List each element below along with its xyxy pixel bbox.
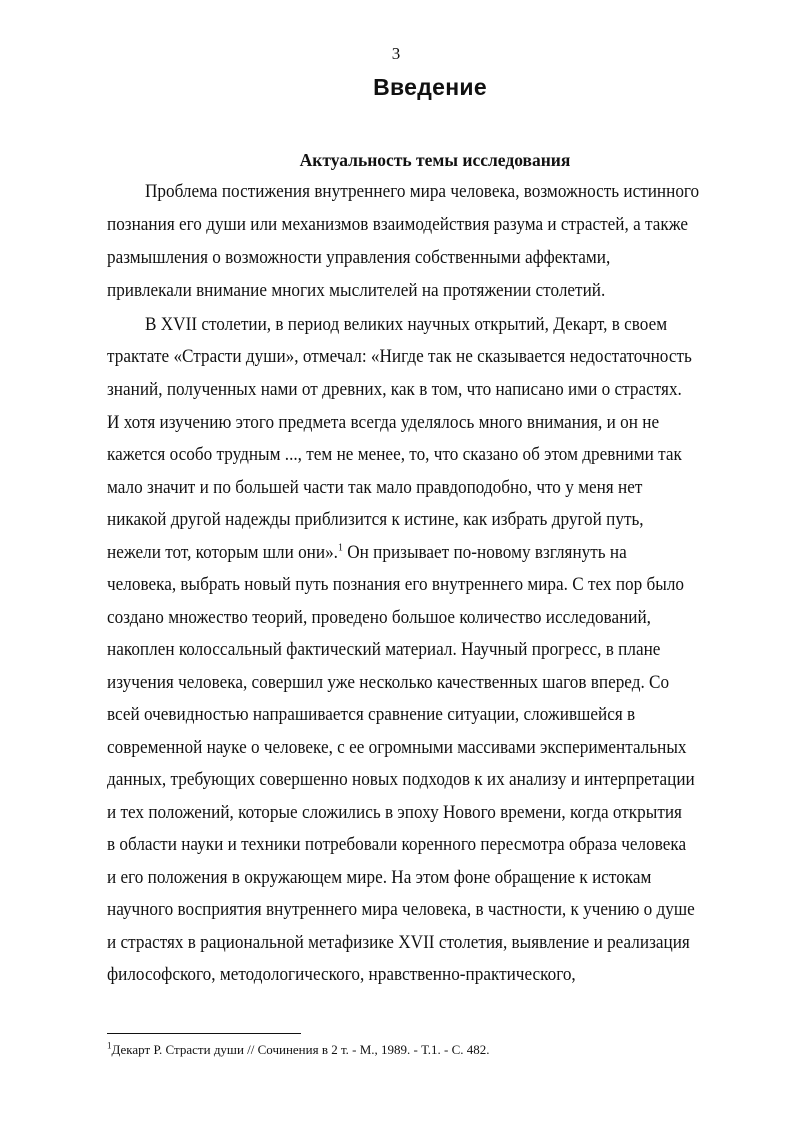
text-line [107,672,669,694]
text-line [107,280,605,302]
line-text: создано множество теорий, проведено большое количество исследований, [107,607,651,628]
line-text: данных, требующих совершенно новых подходов к их анализу и интерпретации [107,769,695,790]
line-text: привлекали внимание многих мыслителей на протяжении столетий. [107,280,606,301]
line-text: всей очевидностью напрашивается сравнение ситуации, сложившейся в [107,704,636,725]
line-text: современной науке о человеке, с ее огромными массивами экспериментальных [107,737,687,758]
footnote-text: Декарт Р. Страсти души // Сочинения в 2 т. - М., 1989. - Т.1. - С. 482. [111,1042,490,1057]
text-line [107,834,686,856]
line-text: и его положения в окружающем мире. На этом фоне обращение к истокам [107,867,652,888]
line-text: научного восприятия внутреннего мира человека, в частности, к учению о душе [107,899,695,920]
line-text: знаний, полученных нами от древних, как в том, что написано ими о страстях. [107,379,682,400]
text-line [107,444,682,466]
text-line [107,412,659,434]
line-text: познания его души или механизмов взаимодействия разума и страстей, а также [107,214,689,235]
text-line [107,802,682,824]
line-text: философского, методологического, нравственно-практического, [107,964,576,985]
text-line [107,247,610,269]
text-line [145,314,667,336]
section-heading: Актуальность темы исследования [299,150,571,170]
text-line [107,477,642,499]
text-line [107,899,695,921]
text-line [107,737,687,759]
line-text: изучения человека, совершил уже несколько качественных шагов вперед. Со [107,672,670,693]
text-line [107,214,688,236]
line-text: накоплен колоссальный фактический материал. Научный прогресс, в плане [107,639,661,660]
footnote-marker: 1 [107,1040,112,1051]
text-line [107,932,690,954]
text-line [107,704,635,726]
text-line [107,867,651,889]
text-line [107,346,692,368]
line-text: размышления о возможности управления собственными аффектами, [107,247,611,268]
page-title: Введение [373,74,487,100]
line-text: мало значит и по большей части так мало правдоподобно, что у меня нет [107,477,643,498]
text-line [107,379,682,401]
line-text: никакой другой надежды приблизится к истине, как избрать другой путь, [107,509,644,530]
line-text: в области науки и техники потребовали коренного пересмотра образа человека [107,834,687,855]
text-line [145,181,699,203]
line-text: нежели тот, которым шли они». [107,542,338,563]
footnote-reference[interactable]: 1 [337,541,343,554]
line-text: кажется особо трудным ..., тем не менее, то, что сказано об этом древними так [107,444,682,465]
line-text-continued: Он призывает по-новому взглянуть на [342,542,627,563]
line-text: Проблема постижения внутреннего мира человека, возможность истинного [145,181,700,202]
line-text: и страстях в рациональной метафизике XVII столетия, выявление и реализация [107,932,690,953]
page-number: 3 [391,44,401,63]
text-line [107,509,644,531]
line-text: И хотя изучению этого предмета всегда уделялось много внимания, и он не [107,412,660,433]
line-text: трактате «Страсти души», отмечал: «Нигде так не сказывается недостаточность [107,346,692,367]
line-text: В XVII столетии, в период великих научных открытий, Декарт, в своем [145,314,668,335]
footnote-divider [107,1033,301,1034]
line-text: человека, выбрать новый путь познания его внутреннего мира. С тех пор было [107,574,685,595]
text-line [107,542,627,564]
line-text: и тех положений, которые сложились в эпоху Нового времени, когда открытия [107,802,682,823]
text-line [107,964,576,986]
text-line [107,607,651,629]
footnote [107,1042,490,1058]
text-line [107,639,660,661]
text-line [107,769,695,791]
text-line [107,574,684,596]
